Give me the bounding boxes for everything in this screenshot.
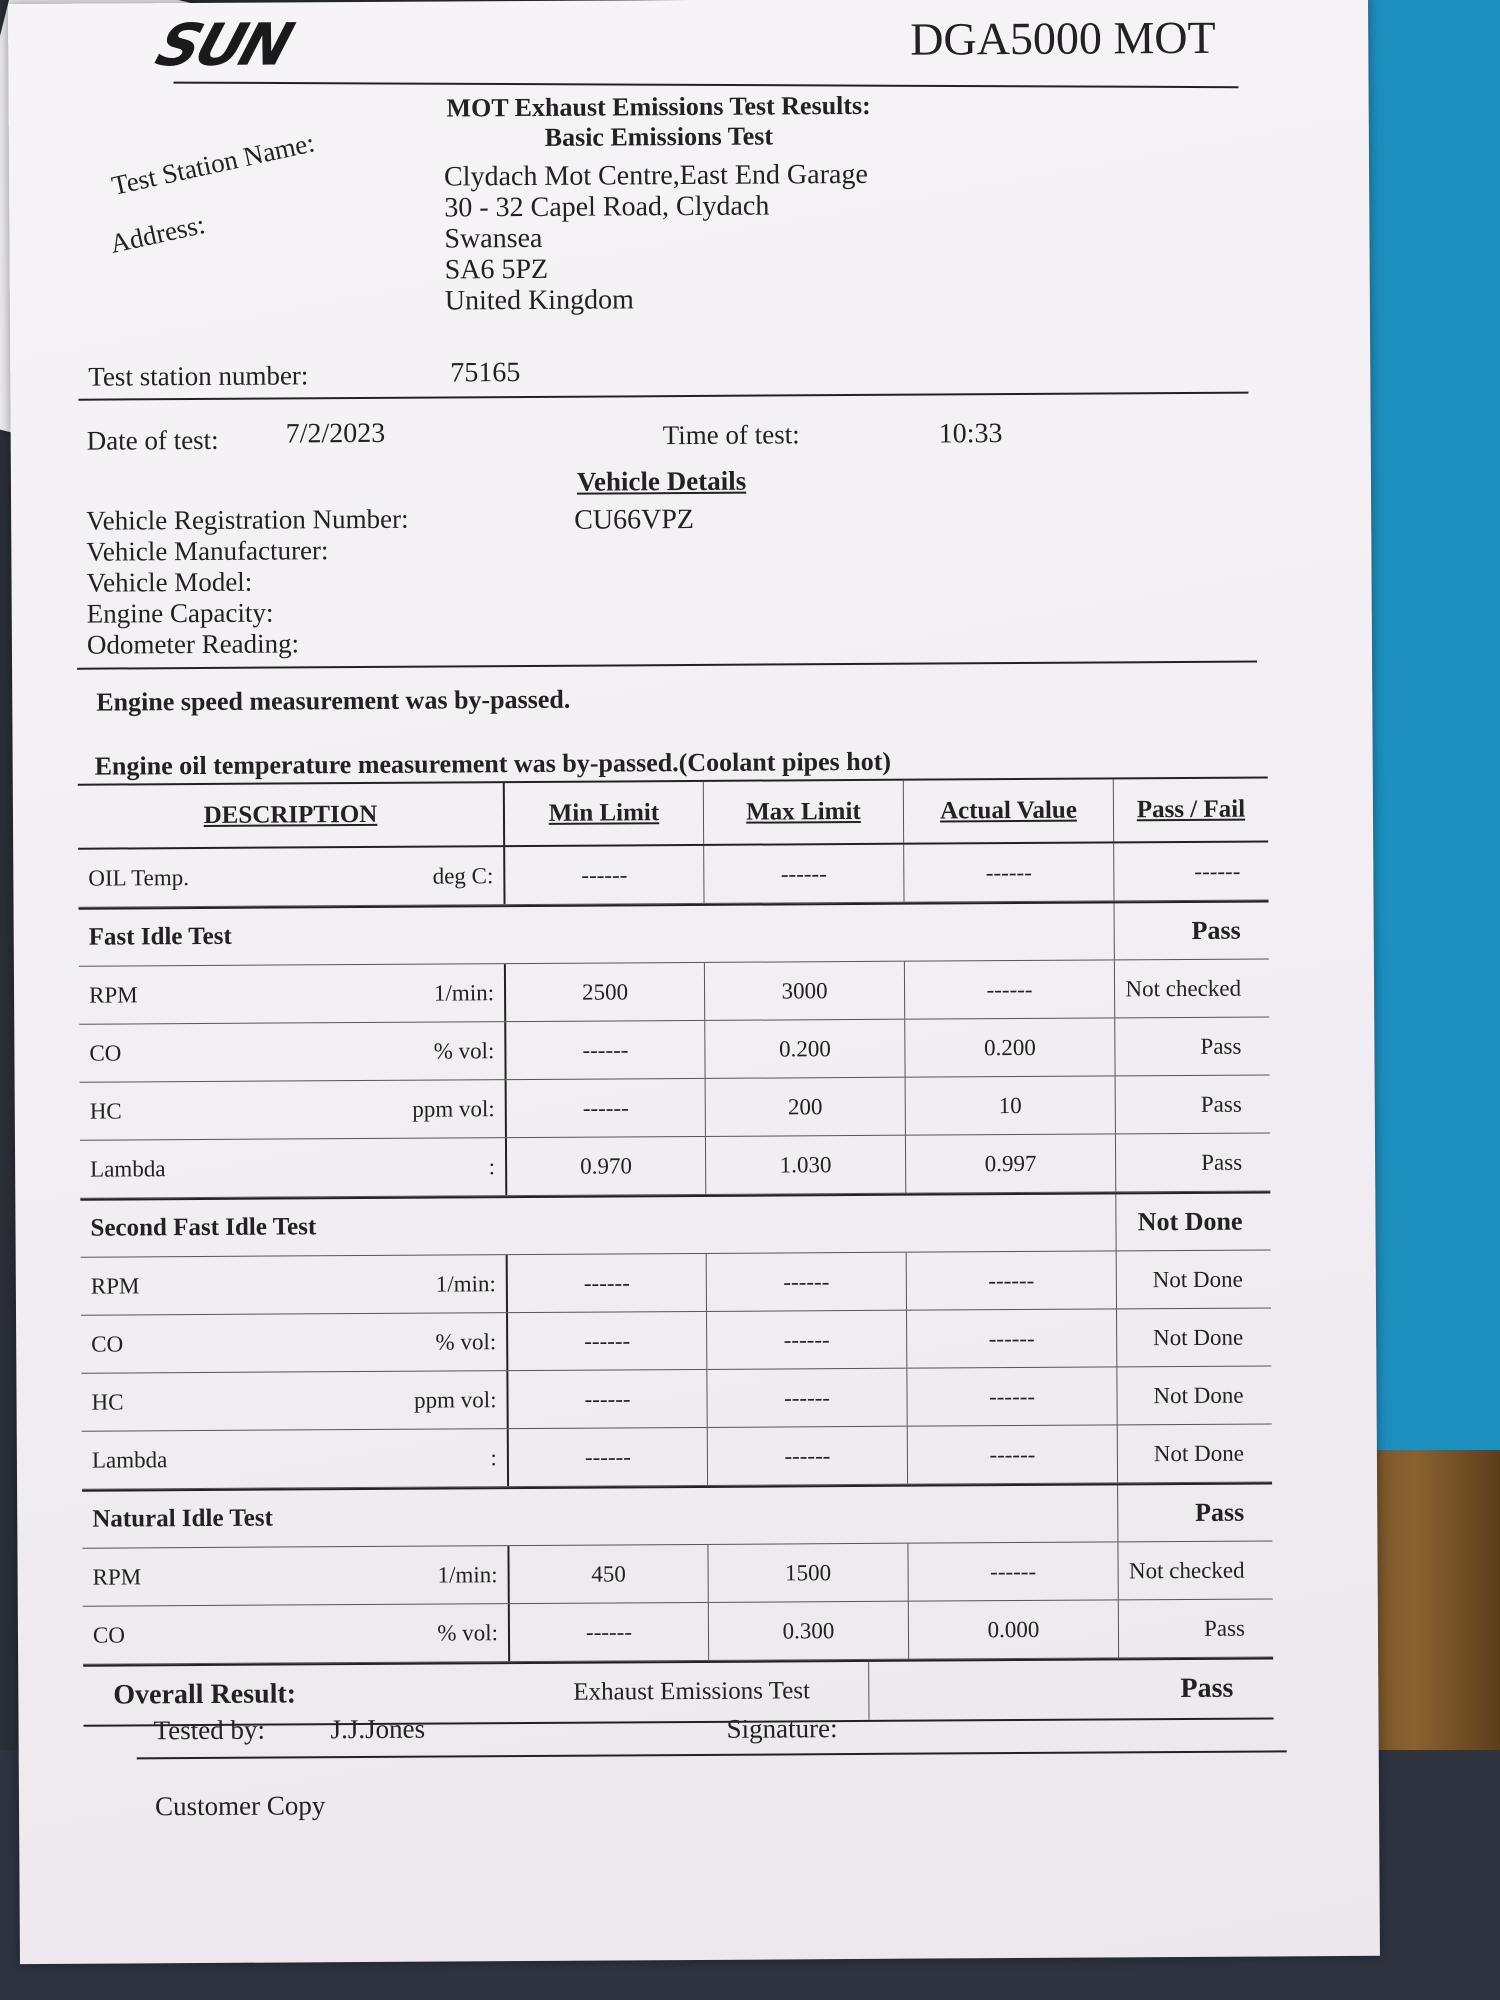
row-unit: deg C: xyxy=(432,862,494,889)
address-line: SA6 5PZ xyxy=(444,253,549,286)
address-line: 30 - 32 Capel Road, Clydach xyxy=(444,190,770,224)
row-actual: 0.000 xyxy=(908,1600,1118,1658)
manufacturer-label: Vehicle Manufacturer: xyxy=(86,535,329,567)
signature-label: Signature: xyxy=(726,1713,838,1744)
address-line: Swansea xyxy=(444,222,543,255)
row-min: 0.970 xyxy=(505,1137,705,1195)
row-unit: : xyxy=(490,1444,497,1470)
row-max: ------ xyxy=(706,1253,906,1311)
title-line2: Basic Emissions Test xyxy=(544,121,774,152)
divider xyxy=(1115,1194,1116,1250)
station-number: 75165 xyxy=(450,357,521,389)
row-actual: ------ xyxy=(903,843,1113,901)
row-actual: ------ xyxy=(906,1251,1116,1309)
address-label: Address: xyxy=(107,209,208,259)
row-unit: % vol: xyxy=(437,1619,499,1646)
test-date: 7/2/2023 xyxy=(285,417,386,450)
station-details xyxy=(444,159,869,317)
table-row xyxy=(80,1133,1270,1198)
row-actual: ------ xyxy=(906,1309,1116,1367)
row-result: Not Done xyxy=(1117,1424,1272,1482)
row-description: CO xyxy=(92,1621,126,1648)
divider xyxy=(868,1662,869,1720)
section-fast-idle xyxy=(79,900,1269,966)
row-max: 1500 xyxy=(707,1544,907,1602)
row-max: 0.300 xyxy=(708,1602,908,1660)
table-row xyxy=(81,1366,1271,1431)
table-row xyxy=(79,1017,1269,1082)
section-name: Fast Idle Test xyxy=(88,922,232,951)
oil-temp-note: Engine oil temperature measurement was by-passed.(Coolant pipes hot) xyxy=(94,746,892,781)
row-min: 450 xyxy=(507,1545,707,1603)
header-min-limit: Min Limit xyxy=(503,782,703,845)
registration-label: Vehicle Registration Number: xyxy=(86,503,409,536)
section-result: Pass xyxy=(1191,915,1241,945)
row-unit: % vol: xyxy=(433,1037,495,1064)
row-description: Lambda xyxy=(91,1446,168,1473)
table-row xyxy=(82,1424,1272,1489)
section-natural-idle xyxy=(82,1482,1272,1548)
odometer-label: Odometer Reading: xyxy=(86,628,300,660)
date-label: Date of test: xyxy=(86,424,219,456)
row-max: ------ xyxy=(706,1311,906,1369)
row-min: ------ xyxy=(504,1021,704,1079)
row-unit: ppm vol: xyxy=(412,1095,495,1122)
row-unit: ppm vol: xyxy=(414,1386,497,1413)
customer-copy-label: Customer Copy xyxy=(154,1790,326,1822)
row-max: ------ xyxy=(703,845,903,903)
row-description: RPM xyxy=(88,981,138,1008)
test-time: 10:33 xyxy=(938,418,1003,450)
engine-speed-note: Engine speed measurement was by-passed. xyxy=(96,684,571,717)
row-actual: 0.200 xyxy=(904,1018,1114,1076)
row-result: Not Done xyxy=(1116,1308,1271,1366)
divider xyxy=(1117,1485,1118,1541)
table-row xyxy=(83,1599,1273,1664)
table-row xyxy=(80,1075,1270,1140)
section-result: Not Done xyxy=(1137,1206,1243,1237)
divider xyxy=(1114,903,1115,959)
station-number-label: Test station number: xyxy=(88,360,309,392)
station-name-label: Test Station Name: xyxy=(109,127,318,201)
header-actual-value: Actual Value xyxy=(903,779,1113,842)
row-actual: 10 xyxy=(905,1076,1115,1134)
header-rule xyxy=(174,82,1239,89)
station-name: Clydach Mot Centre,East End Garage xyxy=(443,158,868,193)
row-max: 1.030 xyxy=(705,1136,905,1194)
row-result: Not Done xyxy=(1116,1250,1271,1308)
row-min: ------ xyxy=(506,1370,706,1428)
row-min: ------ xyxy=(503,846,703,904)
section-second-fast-idle xyxy=(80,1191,1270,1257)
row-result: ------ xyxy=(1113,842,1268,900)
row-result: Pass xyxy=(1115,1075,1270,1133)
row-unit: 1/min: xyxy=(433,979,495,1006)
time-label: Time of test: xyxy=(662,419,800,451)
row-description: OIL Temp. xyxy=(88,864,190,891)
row-min: ------ xyxy=(505,1079,705,1137)
vehicle-labels xyxy=(86,504,409,661)
row-min: ------ xyxy=(506,1254,706,1312)
row-unit: % vol: xyxy=(435,1328,497,1355)
vehicle-rule xyxy=(77,661,1257,670)
row-description: HC xyxy=(91,1388,124,1415)
model-label: Vehicle Model: xyxy=(86,566,253,598)
row-description: CO xyxy=(89,1039,122,1066)
section-name: Natural Idle Test xyxy=(92,1504,273,1533)
row-min: 2500 xyxy=(504,963,704,1021)
header-max-limit: Max Limit xyxy=(703,781,903,844)
section-result: Pass xyxy=(1195,1497,1245,1527)
table-row-oil-temp xyxy=(78,842,1268,907)
table-row xyxy=(81,1250,1271,1315)
row-result: Pass xyxy=(1114,1017,1269,1075)
vehicle-registration: CU66VPZ xyxy=(574,503,695,536)
address-line: United Kingdom xyxy=(444,284,634,317)
row-max: 3000 xyxy=(704,962,904,1020)
row-actual: ------ xyxy=(904,960,1114,1018)
overall-test-name: Exhaust Emissions Test xyxy=(573,1677,811,1706)
table-row xyxy=(82,1541,1272,1606)
section-name: Second Fast Idle Test xyxy=(90,1213,317,1242)
row-description: Lambda xyxy=(90,1155,166,1182)
table-row xyxy=(79,959,1269,1024)
overall-result-label: Overall Result: xyxy=(113,1678,297,1711)
header-description: DESCRIPTION xyxy=(203,800,378,829)
row-result: Not checked xyxy=(1114,959,1269,1017)
row-result: Not Done xyxy=(1116,1366,1271,1424)
station-rule xyxy=(78,392,1248,401)
report-title xyxy=(339,90,979,154)
row-actual: ------ xyxy=(906,1367,1116,1425)
model-name: DGA5000 MOT xyxy=(910,11,1216,65)
report-paper xyxy=(8,0,1380,1964)
vehicle-details-heading: Vehicle Details xyxy=(576,465,747,497)
title-line1: MOT Exhaust Emissions Test Results: xyxy=(446,90,871,123)
row-description: CO xyxy=(91,1330,124,1357)
engine-capacity-label: Engine Capacity: xyxy=(86,597,274,629)
row-description: RPM xyxy=(90,1272,140,1299)
header-pass-fail: Pass / Fail xyxy=(1113,778,1268,841)
logo-text: SUN xyxy=(148,10,299,80)
tested-by-label: Tested by: xyxy=(153,1714,265,1746)
row-actual: 0.997 xyxy=(905,1134,1115,1192)
row-unit: : xyxy=(488,1153,496,1179)
row-min: ------ xyxy=(507,1428,707,1486)
row-max: ------ xyxy=(706,1369,906,1427)
sun-logo xyxy=(134,2,343,93)
row-max: ------ xyxy=(707,1427,907,1485)
row-result: Pass xyxy=(1118,1599,1273,1657)
row-min: ------ xyxy=(508,1603,708,1661)
row-result: Pass xyxy=(1115,1133,1270,1191)
row-min: ------ xyxy=(506,1312,706,1370)
results-table xyxy=(78,776,1274,1726)
row-max: 200 xyxy=(705,1078,905,1136)
row-actual: ------ xyxy=(907,1425,1117,1483)
table-header xyxy=(78,776,1268,849)
row-unit: 1/min: xyxy=(437,1561,498,1588)
row-result: Not checked xyxy=(1117,1541,1272,1599)
row-max: 0.200 xyxy=(704,1020,904,1078)
tester-name: J.J.Jones xyxy=(330,1713,426,1745)
row-description: HC xyxy=(89,1097,122,1124)
table-row xyxy=(81,1308,1271,1373)
overall-result-value: Pass xyxy=(1180,1672,1234,1705)
row-description: RPM xyxy=(92,1563,142,1590)
row-actual: ------ xyxy=(907,1542,1117,1600)
footer-rule xyxy=(137,1750,1287,1759)
row-unit: 1/min: xyxy=(435,1270,496,1297)
